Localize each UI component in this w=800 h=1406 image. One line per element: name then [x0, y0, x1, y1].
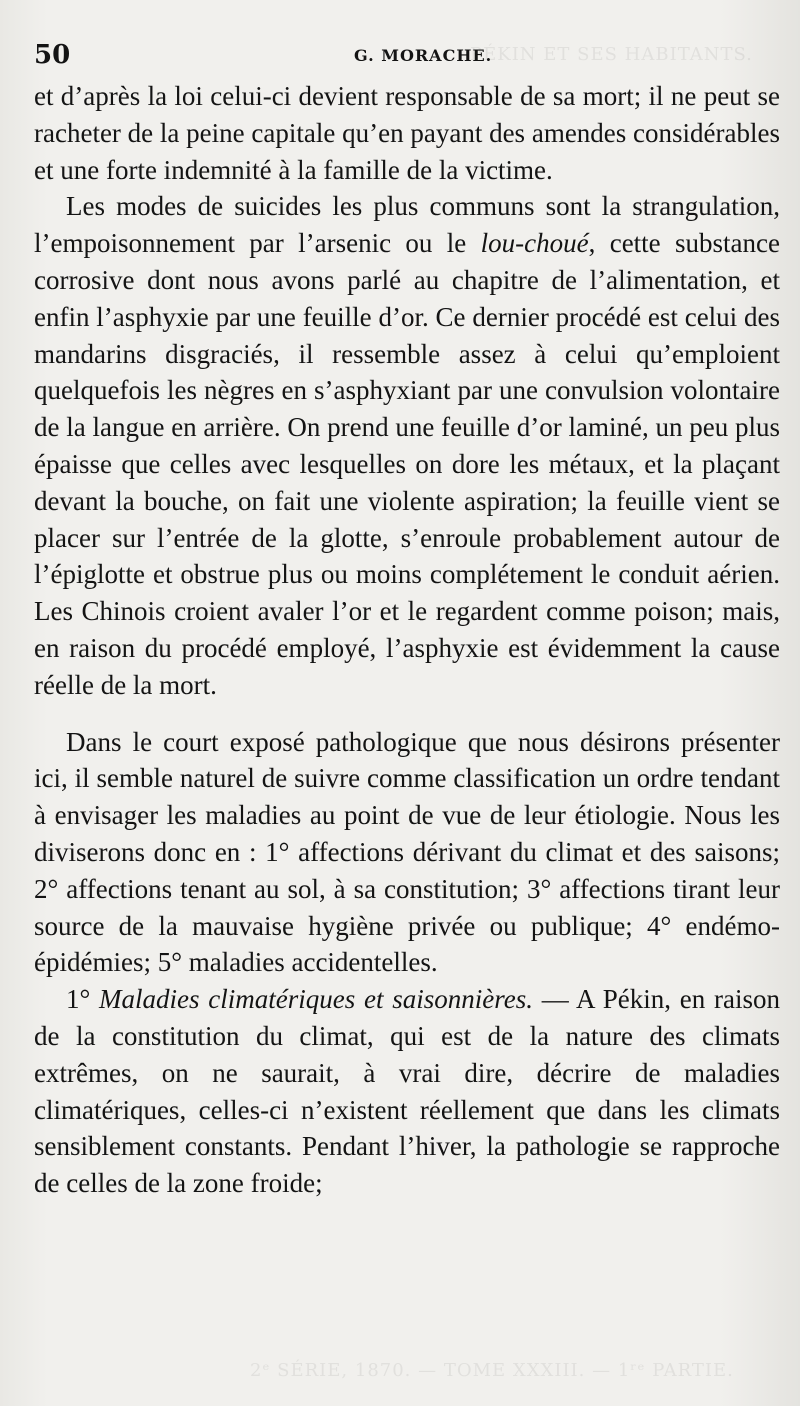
body-text	[34, 78, 780, 1202]
paragraph-text: — A Pékin, en raison de la constitution du climat, qui est de la nature des climats extrêmes, on ne saurait, à vrai dire, décrire de maladies climatériques, celles-ci n’existent réellement que dans les climats sensiblement constants. Pendant l’hiver, la pathologie se rapproche de celles de la zone froide;	[34, 984, 780, 1199]
paragraph-text: et d’après la loi celui-ci devient responsable de sa mort; il ne peut se racheter de la peine capitale qu’en payant des amendes considérables et une forte indemnité à la famille de la victime.	[34, 81, 780, 185]
italic-term: lou-choué	[480, 228, 589, 259]
section-heading-italic: Maladies climatériques et saisonnières.	[99, 984, 533, 1015]
paragraph-suicide-methods	[34, 188, 780, 703]
paragraph-text: Dans le court exposé pathologique que nous désirons présenter ici, il semble naturel de suivre comme classification un ordre tendant à envisager les maladies au point de vue de leur étiologie. Nous les diviserons donc en : 1° affections dérivant du climat et des saisons; 2° affections tenant au sol, à sa constitution; 3° affections tirant leur source de la mauvaise hygiène privée ou publique; 4° endémo-épidémies; 5° maladies accidentelles.	[34, 726, 780, 978]
paragraph-pathology-intro	[34, 724, 780, 982]
paragraph-text: 1°	[66, 984, 100, 1015]
paragraph-continuation	[34, 78, 780, 188]
page-number: 50	[34, 40, 71, 70]
page-header	[34, 40, 764, 80]
paragraph-climatic-diseases	[34, 981, 780, 1202]
paragraph-text: , cette substance corrosive dont nous avons parlé au chapitre de l’alimentation, et enfin l’asphyxie par une feuille d’or. Ce dernier procédé est celui des mandarins disgraciés, il ressemble assez à celui qu’emploient quelquefois les nègres en s’asphyxiant par une convulsion volontaire de la langue en arrière. On prend une feuille d’or laminé, un peu plus épaisse que celles avec lesquelles on dore les métaux, et la plaçant devant la bouche, on fait une violente aspiration; la feuille vient se placer sur l’entrée de la glotte, s’enroule probablement autour de l’épiglotte et obstrue plus ou moins complétement le conduit aérien. Les Chinois croient avaler l’or et le regardent comme poison; mais, en raison du procédé employé, l’asphyxie est évidemment la cause réelle de la mort.	[34, 228, 780, 700]
bleed-through-footer: 2ᵉ SÉRIE, 1870. — TOME XXXIII. — 1ʳᵉ PARTIE.	[250, 1360, 734, 1381]
bleed-through-text: PÉKIN ET SES HABITANTS.	[470, 44, 753, 65]
paragraph-text: Les modes de suicides les plus communs sont la strangulation, l’empoisonnement par l’arsenic ou le	[34, 191, 780, 259]
running-head: G. MORACHE.	[354, 46, 493, 65]
